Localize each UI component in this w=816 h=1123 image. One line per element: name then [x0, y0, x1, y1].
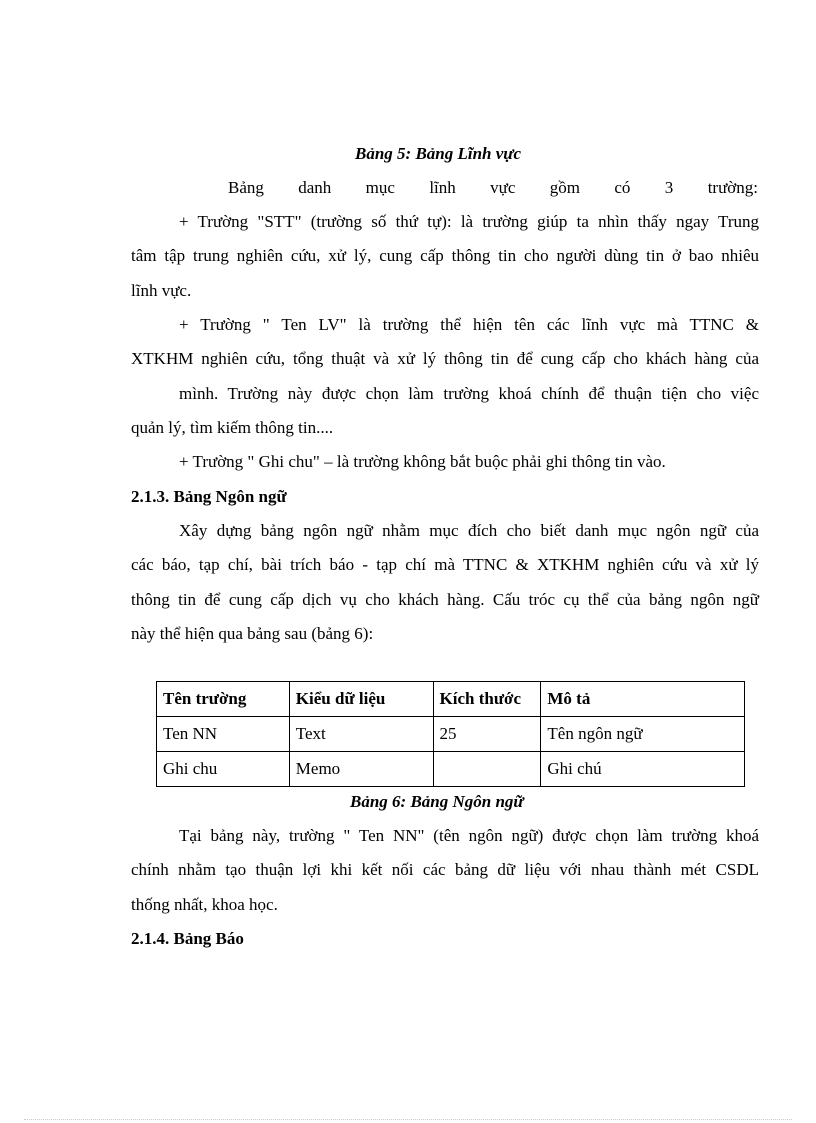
table-row [157, 752, 745, 787]
paragraph-2-line-1: + Trường " Ten LV" là trường thể hiện tên các lĩnh vực mà TTNC & [179, 315, 759, 334]
table-header-row [157, 682, 745, 717]
table-cell [433, 752, 541, 787]
table-header-cell: Kiểu dữ liệu [289, 682, 433, 717]
paragraph-3: + Trường " Ghi chu" – là trường không bắt buộc phải ghi thông tin vào. [179, 452, 666, 471]
table-cell: 25 [433, 717, 541, 752]
table-header-cell: Mô tả [541, 682, 745, 717]
table-cell: Memo [289, 752, 433, 787]
paragraph-2-line-4: quản lý, tìm kiếm thông tin.... [131, 418, 334, 437]
paragraph-5-line-1: Tại bảng này, trường " Ten NN" (tên ngôn ngữ) được chọn làm trường khoá [179, 826, 759, 845]
language-table [156, 681, 745, 787]
table-header-cell: Kích thước [433, 682, 541, 717]
paragraph-5-line-3: thống nhất, khoa học. [131, 895, 278, 914]
table-cell: Ten NN [157, 717, 290, 752]
page-bottom-divider [24, 1119, 792, 1120]
paragraph-1-line-1: Bảng danh mục lĩnh vực gồm có 3 trường: [228, 178, 758, 197]
paragraph-1-line-2: + Trường "STT" (trường số thứ tự): là trường giúp ta nhìn thấy ngay Trung [179, 212, 759, 231]
paragraph-4-line-2: các báo, tạp chí, bài trích báo - tạp chí mà TTNC & XTKHM nghiên cứu và xử lý [131, 555, 759, 574]
table-cell: Text [289, 717, 433, 752]
paragraph-4-line-3: thông tin để cung cấp dịch vụ cho khách hàng. Cấu tróc cụ thể của bảng ngôn ngữ [131, 590, 759, 609]
table-cell: Ghi chú [541, 752, 745, 787]
table-cell: Tên ngôn ngữ [541, 717, 745, 752]
table-6-caption: Bảng 6: Bảng Ngôn ngữ [350, 792, 524, 811]
section-heading-2-1-4: 2.1.4. Bảng Báo [131, 929, 244, 948]
paragraph-5-line-2: chính nhằm tạo thuận lợi khi kết nối các bảng dữ liệu với nhau thành mét CSDL [131, 860, 759, 879]
table-5-caption: Bảng 5: Bảng Lĩnh vực [355, 144, 522, 163]
section-heading-2-1-3: 2.1.3. Bảng Ngôn ngữ [131, 487, 287, 506]
table-row [157, 717, 745, 752]
paragraph-4-line-1: Xây dựng bảng ngôn ngữ nhằm mục đích cho biết danh mục ngôn ngữ của [179, 521, 759, 540]
table-cell: Ghi chu [157, 752, 290, 787]
paragraph-2-line-3: mình. Trường này được chọn làm trường khoá chính để thuận tiện cho việc [179, 384, 759, 403]
paragraph-1-line-4: lĩnh vực. [131, 281, 192, 300]
paragraph-1-line-3: tâm tập trung nghiên cứu, xử lý, cung cấp thông tin cho người dùng tin ở bao nhiêu [131, 246, 759, 265]
table-header-cell: Tên trường [157, 682, 290, 717]
paragraph-2-line-2: XTKHM nghiên cứu, tổng thuật và xử lý thông tin để cung cấp cho khách hàng của [131, 349, 759, 368]
paragraph-4-line-4: này thể hiện qua bảng sau (bảng 6): [131, 624, 374, 643]
